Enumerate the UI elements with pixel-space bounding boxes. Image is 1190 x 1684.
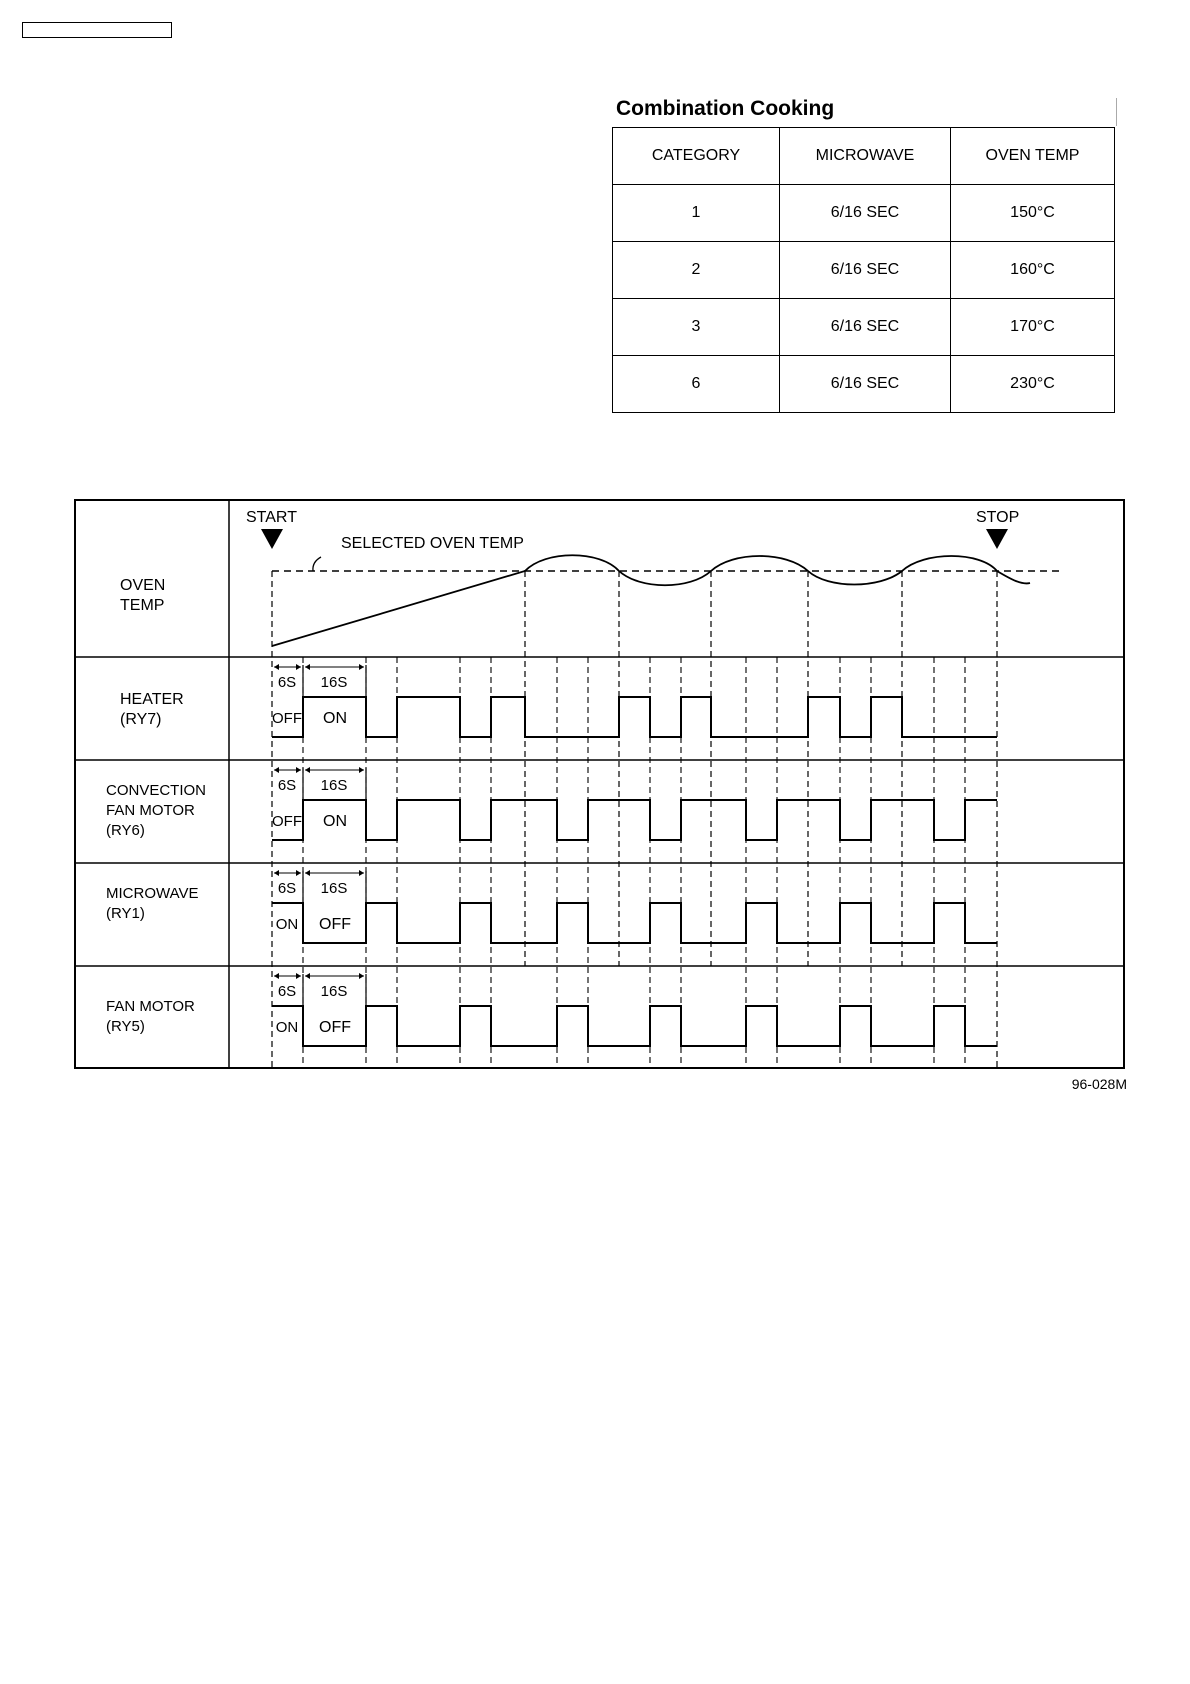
state-label-first: ON [275,916,299,933]
state-label-first: ON [275,1019,299,1036]
arrow-head-icon [305,767,310,773]
state-label-second: ON [323,813,347,830]
state-label-second: OFF [319,1019,351,1036]
row-label: CONVECTION [106,782,207,799]
arrow-head-icon [359,870,364,876]
header-oven-temp: OVEN TEMP [951,128,1115,185]
arrow-head-icon [305,664,310,670]
duration-label-long: 16S [320,777,348,794]
duration-label-long: 16S [320,880,348,897]
row-label: (RY6) [106,822,145,839]
selected-temp-label: SELECTED OVEN TEMP [341,535,524,552]
row-label: (RY7) [120,711,162,728]
heater-waveform [272,697,997,737]
header-microwave: MICROWAVE [780,128,951,185]
duration-label-short: 6S [277,880,297,897]
row-label: OVEN [120,577,166,594]
arrow-head-icon [274,767,279,773]
stop-label: STOP [976,509,1020,526]
table-cell-oven-temp: 230°C [951,356,1115,413]
row-label: HEATER [120,691,184,708]
table-cell-microwave: 6/16 SEC [780,242,951,299]
duration-label-short: 6S [277,983,297,1000]
arrow-head-icon [296,973,301,979]
arrow-head-icon [296,870,301,876]
state-label-first: OFF [272,710,302,727]
duration-label-long: 16S [320,983,348,1000]
diagram-frame [75,500,1124,1068]
table-cell-oven-temp: 160°C [951,242,1115,299]
table-cell-microwave: 6/16 SEC [780,299,951,356]
duration-label-long: 16S [320,674,348,691]
arrow-head-icon [305,973,310,979]
table-cell-microwave: 6/16 SEC [780,356,951,413]
duration-label-short: 6S [277,777,297,794]
arrow-head-icon [296,767,301,773]
fan-motor-waveform [272,1006,997,1046]
row-label: (RY1) [106,905,145,922]
arrow-head-icon [274,973,279,979]
start-label: START [246,509,297,526]
table-title: Combination Cooking [616,97,835,120]
figure-code: 96-028M [1071,1076,1127,1092]
state-label-second: ON [323,710,347,727]
arrow-head-icon [359,664,364,670]
row-label: FAN MOTOR [106,802,195,819]
arrow-head-icon [305,870,310,876]
arrow-head-icon [274,870,279,876]
table-cell-category: 2 [613,242,780,299]
start-marker-icon [261,529,283,549]
selected-temp-leader [313,557,321,571]
table-cell-category: 3 [613,299,780,356]
state-label-second: OFF [319,916,351,933]
table-cell-category: 1 [613,185,780,242]
header-category: CATEGORY [613,128,780,185]
row-label: FAN MOTOR [106,998,195,1015]
table-cell-category: 6 [613,356,780,413]
row-label: MICROWAVE [106,885,199,902]
row-label: TEMP [120,597,165,614]
arrow-head-icon [359,973,364,979]
convection-fan-waveform [272,800,997,840]
oven-temp-curve [272,555,1030,646]
arrow-head-icon [359,767,364,773]
microwave-waveform [272,903,997,943]
stop-marker-icon [986,529,1008,549]
table-cell-oven-temp: 170°C [951,299,1115,356]
duration-label-short: 6S [277,674,297,691]
table-cell-microwave: 6/16 SEC [780,185,951,242]
state-label-first: OFF [272,813,302,830]
table-cell-oven-temp: 150°C [951,185,1115,242]
arrow-head-icon [274,664,279,670]
arrow-head-icon [296,664,301,670]
row-label: (RY5) [106,1018,145,1035]
